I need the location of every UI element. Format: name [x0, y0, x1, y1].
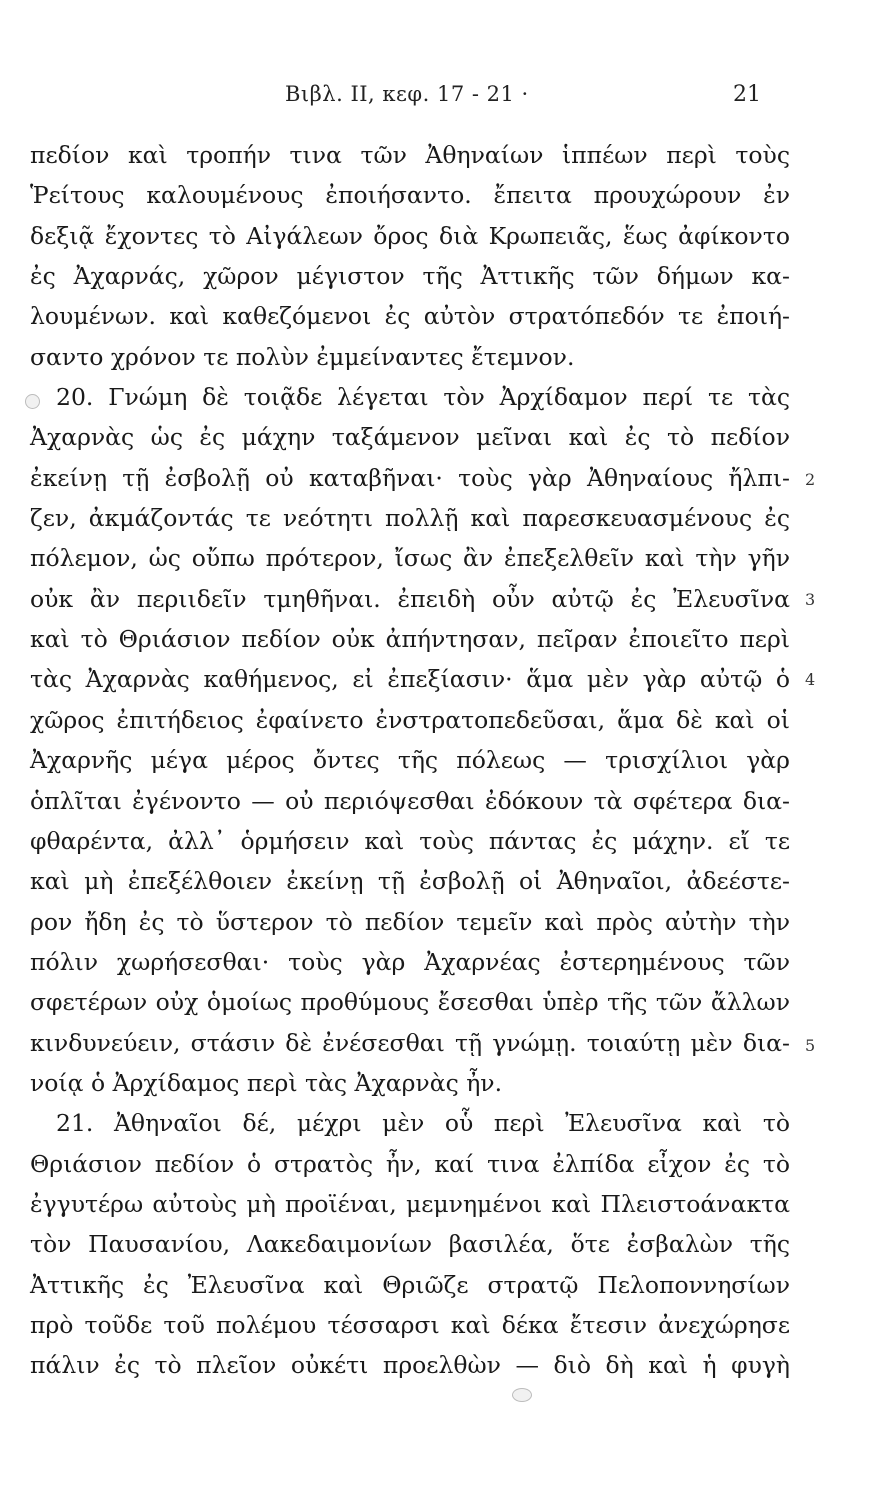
section-number-3: 3	[805, 590, 816, 609]
section-number-4: 4	[805, 670, 816, 689]
text-line: Ῥείτους καλουμένους ἐποιήσαντο. ἔπειτα προυχώρουν ἐν	[30, 181, 790, 210]
body-text	[30, 135, 790, 1386]
page-smudge	[512, 1388, 532, 1402]
text-line: νοίᾳ ὁ Ἀρχίδαμος περὶ τὰς Ἀχαρνὰς ἦν.	[30, 1068, 503, 1097]
text-line: οὐκ ἂν περιιδεῖν τμηθῆναι. ἐπειδὴ οὖν αὐτῷ ἐς Ἐλευσῖνα	[30, 584, 790, 613]
chapter-20-start: 20. Γνώμη δὲ τοιᾷδε λέγεται τὸν Ἀρχίδαμον περί τε τὰς	[56, 383, 790, 412]
text-line: πόλιν χωρήσεσθαι· τοὺς γὰρ Ἀχαρνέας ἐστερημένους τῶν	[30, 947, 790, 976]
text-line: καὶ τὸ Θριάσιον πεδίον οὐκ ἀπήντησαν, πεῖραν ἐποιεῖτο περὶ	[30, 625, 790, 654]
text-line: πεδίον καὶ τροπήν τινα τῶν Ἀθηναίων ἱππέων περὶ τοὺς	[30, 141, 790, 169]
text-line: τὸν Παυσανίου, Λακεδαιμονίων βασιλέα, ὅτε ἐσβαλὼν τῆς	[30, 1230, 790, 1259]
section-number-2: 2	[805, 470, 816, 489]
text-line: δεξιᾷ ἔχοντες τὸ Αἰγάλεων ὄρος διὰ Κρωπειᾶς, ἕως ἀφίκοντο	[30, 221, 790, 250]
text-line: ὁπλῖται ἐγένοντο — οὐ περιόψεσθαι ἐδόκουν τὰ σφέτερα δια-	[30, 786, 790, 815]
text-line: ζεν, ἀκμάζοντάς τε νεότητι πολλῇ καὶ παρεσκευασμένους ἐς	[30, 504, 790, 533]
text-line: φθαρέντα, ἀλλ᾽ ὁρμήσειν καὶ τοὺς πάντας ἐς μάχην. εἴ τε	[30, 826, 790, 855]
text-line: σφετέρων οὐχ ὁμοίως προθύμους ἔσεσθαι ὑπὲρ τῆς τῶν ἄλλων	[30, 988, 790, 1017]
running-head: Βιβλ. II, κεφ. 17 - 21 ·	[285, 82, 529, 106]
text-line: ἐγγυτέρω αὐτοὺς μὴ προϊέναι, μεμνημένοι καὶ Πλειστοάνακτα	[30, 1189, 790, 1218]
text-line: Ἀχαρνῆς μέγα μέρος ὄντες τῆς πόλεως — τρισχίλιοι γὰρ	[30, 746, 790, 775]
text-line: χῶρος ἐπιτήδειος ἐφαίνετο ἐνστρατοπεδεῦσαι, ἅμα δὲ καὶ οἱ	[30, 705, 790, 734]
text-line: ρον ἤδη ἐς τὸ ὕστερον τὸ πεδίον τεμεῖν καὶ πρὸς αὐτὴν τὴν	[30, 907, 790, 936]
text-line: σαντο χρόνον τε πολὺν ἐμμείναντες ἔτεμνον.	[30, 342, 575, 371]
page-header	[0, 82, 876, 116]
text-line: πόλεμον, ὡς οὔπω πρότερον, ἴσως ἂν ἐπεξελθεῖν καὶ τὴν γῆν	[30, 544, 790, 573]
page-number: 21	[733, 82, 761, 107]
section-number-5: 5	[805, 1036, 816, 1055]
text-line: κινδυνεύειν, στάσιν δὲ ἐνέσεσθαι τῇ γνώμῃ. τοιαύτῃ μὲν δια-	[30, 1028, 790, 1057]
text-line: τὰς Ἀχαρνὰς καθήμενος, εἰ ἐπεξίασιν· ἅμα μὲν γὰρ αὐτῷ ὁ	[30, 665, 790, 694]
text-line: Θριάσιον πεδίον ὁ στρατὸς ἦν, καί τινα ἐλπίδα εἶχον ἐς τὸ	[30, 1149, 790, 1178]
page-smudge	[25, 394, 40, 409]
text-line: Ἀττικῆς ἐς Ἐλευσῖνα καὶ Θριῶζε στρατῷ Πελοποννησίων	[30, 1270, 790, 1299]
text-line: πρὸ τοῦδε τοῦ πολέμου τέσσαρσι καὶ δέκα ἔτεσιν ἀνεχώρησε	[30, 1310, 790, 1339]
text-line: λουμένων. καὶ καθεζόμενοι ἐς αὐτὸν στρατόπεδόν τε ἐποιή-	[30, 302, 790, 331]
text-line: καὶ μὴ ἐπεξέλθοιεν ἐκείνῃ τῇ ἐσβολῇ οἱ Ἀθηναῖοι, ἀδεέστε-	[30, 867, 790, 896]
text-line: Ἀχαρνὰς ὡς ἐς μάχην ταξάμενον μεῖναι καὶ ἐς τὸ πεδίον	[30, 423, 790, 452]
chapter-21-start: 21. Ἀθηναῖοι δέ, μέχρι μὲν οὗ περὶ Ἐλευσῖνα καὶ τὸ	[56, 1109, 790, 1138]
text-line: ἐκείνῃ τῇ ἐσβολῇ οὐ καταβῆναι· τοὺς γὰρ Ἀθηναίους ἤλπι-	[30, 463, 790, 492]
text-line: πάλιν ἐς τὸ πλεῖον οὐκέτι προελθὼν — διὸ δὴ καὶ ἡ φυγὴ	[30, 1351, 790, 1380]
text-line: ἐς Ἀχαρνάς, χῶρον μέγιστον τῆς Ἀττικῆς τῶν δήμων κα-	[30, 262, 790, 291]
